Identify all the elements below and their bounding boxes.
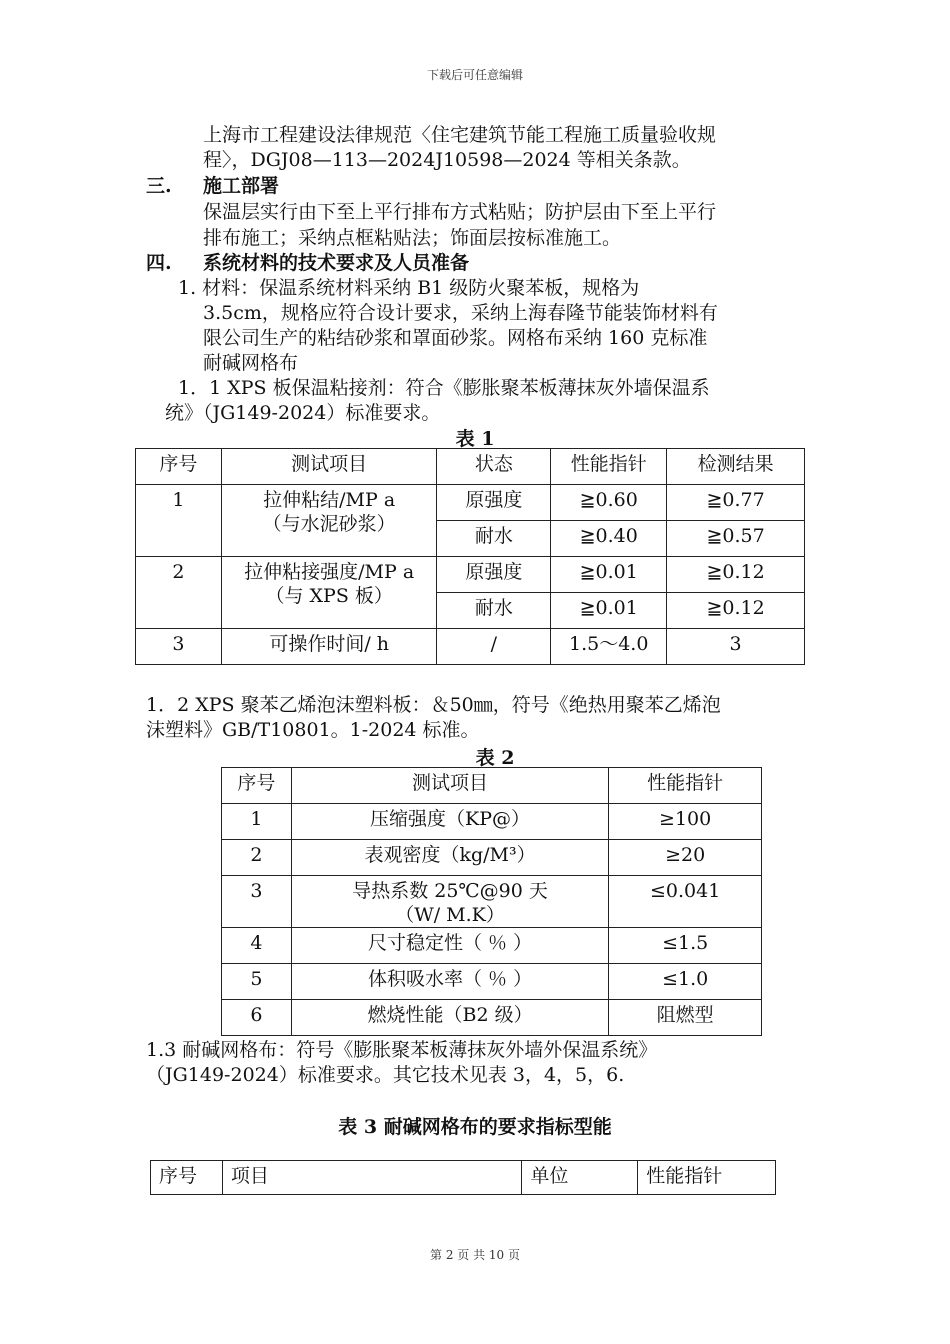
table-cell: 4: [222, 928, 292, 964]
table-cell: 可操作时间/ h: [221, 629, 437, 665]
table-cell: ≤0.041: [609, 876, 762, 928]
paragraph-deploy-line-1: 保温层实行由下至上平行排布方式粘贴；防护层由下至上平行: [203, 201, 717, 223]
table-cell: 原强度: [437, 485, 551, 521]
table-3-caption: 表 3 耐碱网格布的要求指标型能: [338, 1116, 612, 1138]
page-footer: 第 2 页 共 10 页: [430, 1248, 520, 1262]
table-3-header: 项目: [222, 1161, 521, 1195]
table-3-header: 序号: [151, 1161, 223, 1195]
section-3-title: 施工部署: [203, 175, 280, 197]
paragraph-material-line-3: 限公司生产的粘结砂浆和罩面砂浆。网格布采纳 160 克标准: [203, 327, 708, 349]
page-header: 下载后可任意编辑: [426, 68, 523, 82]
table-1-header: 测试项目: [221, 449, 437, 485]
table-2-caption: 表 2: [475, 747, 515, 769]
table-1: [135, 448, 805, 665]
table-row: [136, 557, 805, 593]
table-cell: 1: [136, 485, 222, 557]
table-1-header: 检测结果: [667, 449, 805, 485]
table-2: [221, 767, 762, 1036]
table-cell: ≧0.01: [551, 557, 667, 593]
table-cell: 阻燃型: [609, 1000, 762, 1036]
table-cell: ≥100: [609, 804, 762, 840]
table-cell: 耐水: [437, 593, 551, 629]
table-cell: [221, 557, 437, 629]
table-1-header: 序号: [136, 449, 222, 485]
table-cell: 尺寸稳定性（ ％ ）: [291, 928, 608, 964]
table-cell-line: （与水泥砂浆）: [262, 513, 396, 535]
table-cell: 原强度: [437, 557, 551, 593]
table-cell-line: 拉伸粘结/MP a: [263, 489, 396, 511]
section-4-heading: [146, 251, 469, 276]
table-cell: 压缩强度（KP@）: [291, 804, 608, 840]
paragraph-material-line-4: 耐碱网格布: [203, 352, 299, 374]
table-cell: 1.5～4.0: [551, 629, 667, 665]
table-cell: 耐水: [437, 521, 551, 557]
table-cell: [221, 485, 437, 557]
table-cell: /: [437, 629, 551, 665]
table-3-header: 性能指针: [638, 1161, 776, 1195]
paragraph-1-1-line-2: 统》（JG149-2024）标准要求。: [165, 402, 441, 424]
table-cell: 3: [222, 876, 292, 928]
section-4-number: 四.: [146, 252, 172, 274]
table-2-header: 测试项目: [291, 768, 608, 804]
table-cell: ≥20: [609, 840, 762, 876]
table-cell: ≧0.60: [551, 485, 667, 521]
table-2-header: 性能指针: [609, 768, 762, 804]
table-cell: 燃烧性能（B2 级）: [291, 1000, 608, 1036]
section-3-number: 三.: [146, 175, 172, 197]
table-3: [150, 1160, 776, 1195]
table-cell: ≤1.5: [609, 928, 762, 964]
table-cell: 导热系数 25℃@90 天（W/ M.K）: [291, 876, 608, 928]
table-1-caption: 表 1: [455, 428, 495, 450]
table-2-header-row: [222, 768, 762, 804]
paragraph-law-line-2: 程〉，DGJ08—113—2024J10598—2024 等相关条款。: [203, 149, 691, 171]
table-cell-line: 拉伸粘接强度/MP a: [244, 561, 415, 583]
table-cell: ≤1.0: [609, 964, 762, 1000]
table-row: [222, 1000, 762, 1036]
table-cell: 3: [667, 629, 805, 665]
table-row: [222, 876, 762, 928]
table-cell: 1: [222, 804, 292, 840]
paragraph-1-1-line-1: 1．1 XPS 板保温粘接剂：符合《膨胀聚苯板薄抹灰外墙保温系: [178, 377, 710, 399]
section-3-heading: [146, 174, 279, 199]
table-3-header: 单位: [522, 1161, 638, 1195]
table-cell: 2: [222, 840, 292, 876]
table-row: [222, 964, 762, 1000]
table-row: [136, 629, 805, 665]
table-cell: ≧0.12: [667, 557, 805, 593]
paragraph-1-2-line-1: 1．2 XPS 聚苯乙烯泡沫塑料板：＆50㎜，符号《绝热用聚苯乙烯泡: [146, 694, 721, 716]
table-row: [136, 485, 805, 521]
table-cell: 3: [136, 629, 222, 665]
section-4-title: 系统材料的技术要求及人员准备: [203, 252, 470, 274]
table-cell: ≧0.77: [667, 485, 805, 521]
table-cell: ≧0.12: [667, 593, 805, 629]
table-cell-line: （与 XPS 板）: [265, 585, 393, 607]
table-cell: 体积吸水率（ ％ ）: [291, 964, 608, 1000]
table-cell: ≧0.57: [667, 521, 805, 557]
paragraph-1-2-line-2: 沫塑料》GB/T10801。1-2024 标准。: [146, 719, 480, 741]
paragraph-deploy-line-2: 排布施工；采纳点框粘贴法；饰面层按标准施工。: [203, 227, 622, 249]
table-cell: ≧0.01: [551, 593, 667, 629]
table-2-header: 序号: [222, 768, 292, 804]
table-cell: 5: [222, 964, 292, 1000]
table-1-header: 性能指针: [551, 449, 667, 485]
table-cell: 6: [222, 1000, 292, 1036]
table-cell: ≧0.40: [551, 521, 667, 557]
paragraph-material-line-2: 3.5cm，规格应符合设计要求，采纳上海春隆节能装饰材料有: [203, 302, 718, 324]
paragraph-material-line-1: 1. 材料：保温系统材料采纳 B1 级防火聚苯板，规格为: [178, 277, 640, 299]
table-1-header-row: [136, 449, 805, 485]
table-cell: 2: [136, 557, 222, 629]
table-row: [222, 928, 762, 964]
table-1-header: 状态: [437, 449, 551, 485]
table-cell: 表观密度（kg/M³）: [291, 840, 608, 876]
paragraph-1-3-line-2: （JG149-2024）标准要求。其它技术见表 3，4，5，6.: [146, 1064, 625, 1086]
table-row: [222, 804, 762, 840]
table-3-header-row: [151, 1161, 776, 1195]
table-row: [222, 840, 762, 876]
paragraph-1-3-line-1: 1.3 耐碱网格布：符号《膨胀聚苯板薄抹灰外墙外保温系统》: [146, 1039, 658, 1061]
paragraph-law-line-1: 上海市工程建设法律规范〈住宅建筑节能工程施工质量验收规: [203, 124, 717, 146]
